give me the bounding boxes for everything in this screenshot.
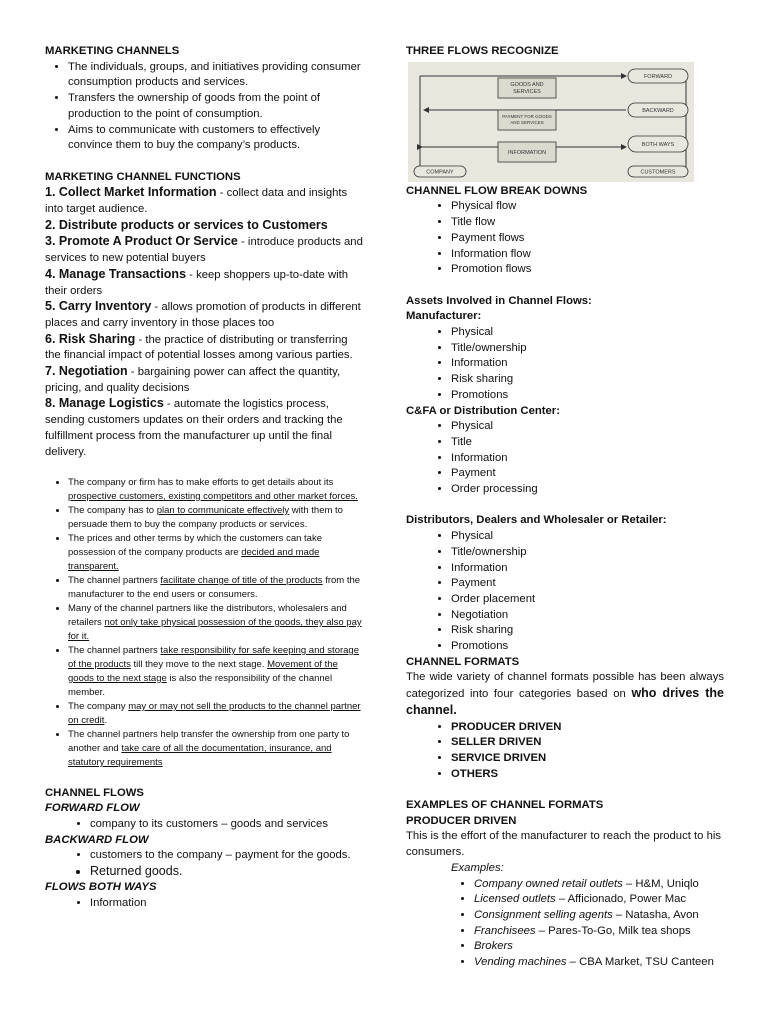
svg-text:CUSTOMERS: CUSTOMERS (640, 169, 676, 176)
list-item: • Information (451, 561, 724, 577)
list-item: • Promotions (451, 388, 724, 404)
distributors-heading: Distributors, Dealers and Wholesaler or Retailer: (406, 514, 667, 527)
right-column (406, 44, 724, 971)
list-item: • The company has to plan to communicate effectively with them to persuade them to buy the company products or services. (68, 504, 365, 532)
function-item: 2. Distribute products or services to Customers (45, 217, 328, 232)
svg-text:AND SERVICES: AND SERVICES (510, 119, 544, 125)
function-item: 4. Manage Transactions - keep shoppers up-to-date with their orders (45, 266, 349, 297)
list-item: • Title (451, 435, 724, 451)
list-item: • Physical flow (451, 199, 724, 215)
manufacturer-heading: Manufacturer: (406, 310, 482, 323)
producer-driven-text: This is the effort of the manufacturer to reach the product to his consumers. (406, 830, 722, 859)
list-item: • Franchisees – Pares-To-Go, Milk tea shops (474, 924, 724, 940)
list-item: • The individuals, groups, and initiatives providing consumer consumption products and services. (68, 60, 365, 91)
list-item: • Returned goods. (90, 864, 365, 880)
channel-formats-list (406, 720, 724, 783)
svg-text:BACKWARD: BACKWARD (642, 107, 674, 114)
list-item: • company to its customers – goods and services (90, 817, 365, 833)
list-item: • Consignment selling agents – Natasha, Avon (474, 908, 724, 924)
list-item: • Information (451, 451, 724, 467)
list-item: • Order processing (451, 482, 724, 498)
function-item: 6. Risk Sharing - the practice of distributing or transferring the financial impact of potential losses among various parties. (45, 331, 353, 362)
list-item: • Payment (451, 466, 724, 482)
list-item: • Title/ownership (451, 545, 724, 561)
list-item: • The prices and other terms by which the customers can take possession of the company products are decided and made transparent. (68, 532, 365, 574)
list-item: • Many of the channel partners like the distributors, wholesalers and retailers not only take physical possession of the goods, they also pay for it. (68, 602, 365, 644)
list-item: • Physical (451, 325, 724, 341)
svg-text:BOTH WAYS: BOTH WAYS (641, 141, 675, 148)
list-item: • Physical (451, 529, 724, 545)
svg-text:GOODS AND: GOODS AND (510, 81, 544, 88)
list-item: • Information (451, 356, 724, 372)
list-item: • Aims to communicate with customers to effectively convince them to buy the company’s products. (68, 123, 365, 154)
list-item: • PRODUCER DRIVEN (451, 720, 724, 736)
examples-list (406, 877, 724, 971)
forward-flow-heading: FORWARD FLOW (45, 802, 140, 815)
list-item: • Promotion flows (451, 262, 724, 278)
channel-formats-heading: CHANNEL FORMATS (406, 655, 520, 668)
function-item: 1. Collect Market Information - collect data and insights into target audience. (45, 185, 348, 216)
svg-text:PAYMENT FOR GOODS: PAYMENT FOR GOODS (502, 113, 552, 119)
list-item: • Order placement (451, 592, 724, 608)
function-item: 8. Manage Logistics - automate the logistics process, sending customers updates on their orders and tracking the fulfillment process from the manufacturer up until the final delivery. (45, 396, 343, 458)
channel-roles-list (45, 476, 365, 770)
functions-list (45, 185, 365, 460)
list-item: • Title/ownership (451, 341, 724, 357)
function-item: 5. Carry Inventory - allows promotion of products in different places and carry inventory in those places too (45, 299, 361, 329)
producer-driven-heading: PRODUCER DRIVEN (406, 814, 517, 827)
list-item: • Transfers the ownership of goods from the point of production to the point of consumption. (68, 91, 365, 122)
list-item: • Company owned retail outlets – H&M, Uniqlo (474, 877, 724, 893)
list-item: • Information (90, 896, 365, 912)
list-item: • Information flow (451, 247, 724, 263)
list-item: • The company may or may not sell the products to the channel partner on credit. (68, 700, 365, 728)
list-item: • Licensed outlets – Afficionado, Power Mac (474, 892, 724, 908)
both-ways-list (45, 896, 365, 912)
channel-flows-heading: CHANNEL FLOWS (45, 786, 144, 799)
svg-text:FORWARD: FORWARD (643, 73, 673, 80)
marketing-channels-heading: MARKETING CHANNELS (45, 45, 180, 57)
function-item: 3. Promote A Product Or Service - introduce products and services to new potential buyers (45, 234, 363, 265)
channel-formats-text: The wide variety of channel formats possible has been always categorized into four categories based on who drives the channel. (406, 671, 724, 717)
forward-flow-list (45, 817, 365, 833)
assets-heading: Assets Involved in Channel Flows: (406, 294, 592, 307)
list-item: • Payment flows (451, 231, 724, 247)
both-ways-heading: FLOWS BOTH WAYS (45, 880, 157, 893)
svg-text:COMPANY: COMPANY (426, 169, 454, 176)
list-item: • Promotions (451, 639, 724, 655)
cfa-heading: C&FA or Distribution Center: (406, 404, 560, 417)
svg-text:INFORMATION: INFORMATION (507, 149, 547, 156)
distributors-list (406, 529, 724, 655)
list-item: • SELLER DRIVEN (451, 735, 724, 751)
list-item: • Risk sharing (451, 623, 724, 639)
list-item: • Payment (451, 576, 724, 592)
flow-diagram-svg (408, 62, 694, 182)
examples-label: Examples: (451, 861, 504, 874)
manufacturer-list (406, 325, 724, 404)
svg-text:SERVICES: SERVICES (513, 88, 541, 95)
examples-heading: EXAMPLES OF CHANNEL FORMATS (406, 799, 604, 812)
list-item: • OTHERS (451, 767, 724, 783)
three-flows-heading: THREE FLOWS RECOGNIZE (406, 45, 559, 57)
list-item: • Risk sharing (451, 372, 724, 388)
list-item: • Title flow (451, 215, 724, 231)
list-item: • The channel partners facilitate change of title of the products from the manufacturer to the end users or consumers. (68, 574, 365, 602)
marketing-channels-list (45, 60, 365, 154)
list-item: • Physical (451, 419, 724, 435)
list-item: • customers to the company – payment for the goods. (90, 848, 365, 864)
list-item: • The company or firm has to make efforts to get details about its prospective customers, existing competitors and other market forces. (68, 476, 365, 504)
list-item: • The channel partners take responsibility for safe keeping and storage of the products till they move to the next stage. Movement of the goods to the next stage is also the responsibility of the channel member. (68, 644, 365, 700)
backward-flow-list (45, 848, 365, 879)
function-item: 7. Negotiation - bargaining power can affect the quantity, pricing, and quality decisions (45, 364, 341, 394)
three-flows-diagram (408, 62, 694, 182)
list-item: • SERVICE DRIVEN (451, 751, 724, 767)
goods-services-box (498, 78, 556, 98)
left-column (45, 44, 365, 911)
list-item: • The channel partners help transfer the ownership from one party to another and take care of all the documentation, insurance, and statutory requirements (68, 728, 365, 770)
flow-breakdowns-heading: CHANNEL FLOW BREAK DOWNS (406, 184, 588, 197)
flow-breakdowns-list (406, 199, 724, 278)
cfa-list (406, 419, 724, 498)
list-item: • Vending machines – CBA Market, TSU Canteen (474, 955, 724, 971)
list-item: • Brokers (474, 939, 724, 955)
backward-flow-heading: BACKWARD FLOW (45, 833, 149, 846)
list-item: • Negotiation (451, 608, 724, 624)
channel-functions-heading: MARKETING CHANNEL FUNCTIONS (45, 170, 241, 183)
